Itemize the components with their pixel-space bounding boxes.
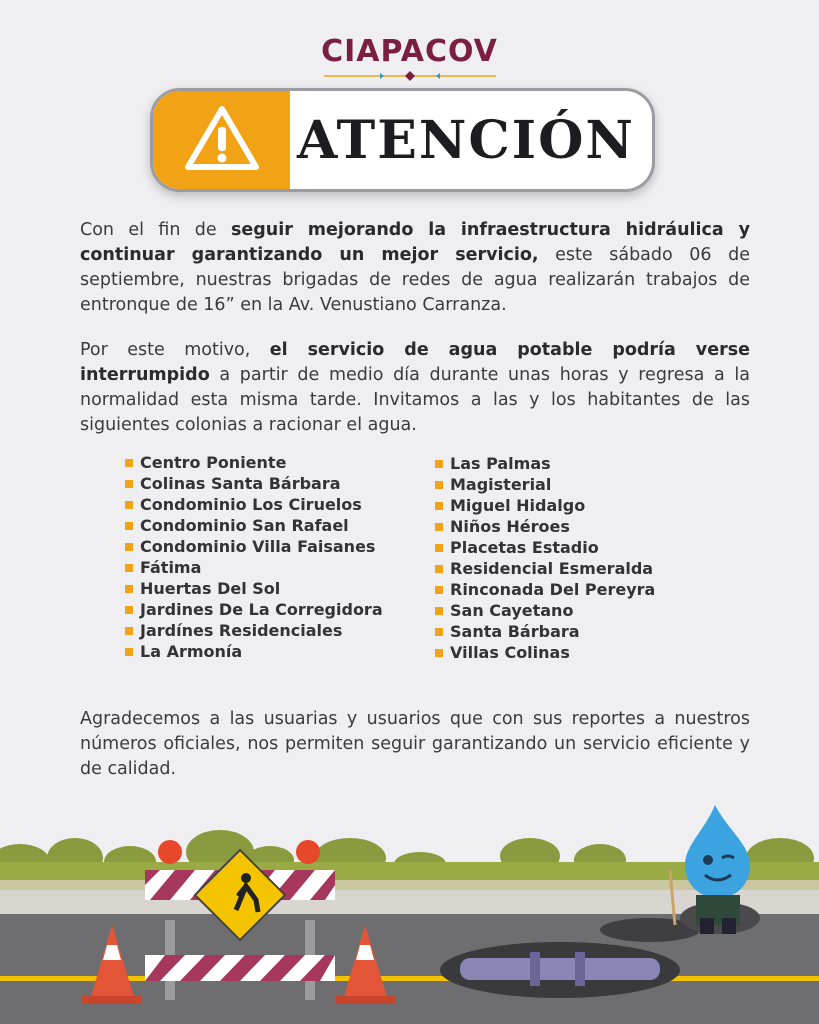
intro-paragraph xyxy=(80,218,750,318)
bullet-square-icon xyxy=(435,481,443,489)
notice-text-2: a partir de medio día durante unas horas y regresa a la normalidad esta misma tarde. Invitamos a las y los habitantes de las siguientes colonias a racionar el agua. xyxy=(80,365,750,435)
list-item: Colinas Santa Bárbara xyxy=(125,473,383,494)
colonias-list-left xyxy=(125,452,383,662)
colonias-list-right xyxy=(435,453,655,663)
bullet-square-icon xyxy=(125,606,133,614)
intro-text-2: este sábado 06 de septiembre, nuestras brigadas de redes de agua realizarán trabajos de entronque de 16” en la Av. Venustiano Carranza. xyxy=(80,245,750,315)
list-item: Condominio Villa Faisanes xyxy=(125,536,383,557)
attention-banner xyxy=(150,88,655,192)
bullet-square-icon xyxy=(125,501,133,509)
bullet-square-icon xyxy=(125,648,133,656)
bullet-square-icon xyxy=(435,628,443,636)
bullet-square-icon xyxy=(125,522,133,530)
bullet-square-icon xyxy=(125,480,133,488)
bullet-square-icon xyxy=(435,544,443,552)
bullet-square-icon xyxy=(125,585,133,593)
ciapacov-logo xyxy=(0,34,819,81)
list-item: Jardínes Residenciales xyxy=(125,620,383,641)
notice-text-1: Por este motivo, xyxy=(80,340,270,360)
list-item: Placetas Estadio xyxy=(435,537,655,558)
list-item: Rinconada Del Pereyra xyxy=(435,579,655,600)
bullet-square-icon xyxy=(435,607,443,615)
list-item: San Cayetano xyxy=(435,600,655,621)
list-item: Huertas Del Sol xyxy=(125,578,383,599)
bullet-square-icon xyxy=(125,627,133,635)
banner-title: ATENCIÓN xyxy=(297,109,635,171)
bullet-square-icon xyxy=(435,460,443,468)
bullet-square-icon xyxy=(435,523,443,531)
pipe-icon xyxy=(440,942,680,998)
list-item: Santa Bárbara xyxy=(435,621,655,642)
bullet-square-icon xyxy=(125,459,133,467)
intro-text-1: Con el fin de xyxy=(80,220,231,240)
logo-ornament-icon xyxy=(320,71,500,81)
warning-panel xyxy=(153,91,290,189)
bullet-square-icon xyxy=(125,543,133,551)
list-item: Las Palmas xyxy=(435,453,655,474)
notice-paragraph xyxy=(80,338,750,438)
list-item: Miguel Hidalgo xyxy=(435,495,655,516)
list-item: Fátima xyxy=(125,557,383,578)
bullet-square-icon xyxy=(125,564,133,572)
thanks-paragraph: Agradecemos a las usuarias y usuarios que con sus reportes a nuestros números oficiales, nos permiten seguir garantizando un servicio eficiente y de calidad. xyxy=(80,709,750,779)
roadwork-illustration xyxy=(0,800,819,1024)
bullet-square-icon xyxy=(435,502,443,510)
list-item: Villas Colinas xyxy=(435,642,655,663)
list-item: Niños Héroes xyxy=(435,516,655,537)
warning-triangle-icon xyxy=(183,103,261,175)
intro-bold: seguir mejorando la infraestructura hidráulica y continuar garantizando un mejor servicio, xyxy=(80,220,750,265)
bullet-square-icon xyxy=(435,586,443,594)
brand-name: CIAPACOV xyxy=(321,34,498,69)
list-item: Condominio Los Ciruelos xyxy=(125,494,383,515)
list-item: Jardines De La Corregidora xyxy=(125,599,383,620)
bullet-square-icon xyxy=(435,649,443,657)
notice-bold: el servicio de agua potable podría verse interrumpido xyxy=(80,340,750,385)
list-item: Centro Poniente xyxy=(125,452,383,473)
list-item: Condominio San Rafael xyxy=(125,515,383,536)
bullet-square-icon xyxy=(435,565,443,573)
list-item: Magisterial xyxy=(435,474,655,495)
list-item: La Armonía xyxy=(125,641,383,662)
list-item: Residencial Esmeralda xyxy=(435,558,655,579)
